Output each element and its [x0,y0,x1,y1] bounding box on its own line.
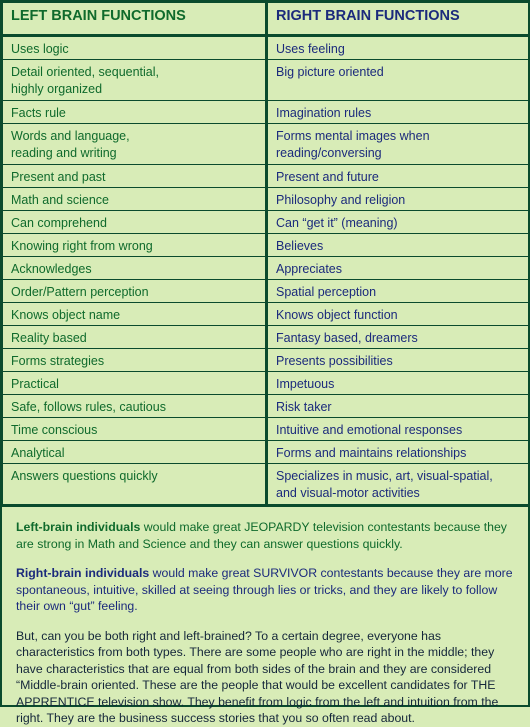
right-brain-function: Appreciates [267,257,529,280]
left-brain-function: Time conscious [3,418,267,441]
left-brain-function: Facts rule [3,101,267,124]
left-brain-lead: Left-brain individuals [16,520,141,534]
table-row [3,124,529,165]
left-brain-function: Uses logic [3,36,267,60]
right-brain-header: RIGHT BRAIN FUNCTIONS [267,3,529,36]
notes-section [2,507,528,727]
right-brain-function: Believes [267,234,529,257]
table-row [3,211,529,234]
left-brain-header: LEFT BRAIN FUNCTIONS [3,3,267,36]
table-row [3,280,529,303]
table-row [3,372,529,395]
left-brain-function: Words and language, reading and writing [3,124,267,165]
table-row [3,418,529,441]
right-brain-function: Fantasy based, dreamers [267,326,529,349]
left-brain-note [16,519,518,552]
right-brain-function: Forms mental images when reading/conversing [267,124,529,165]
right-brain-function: Present and future [267,165,529,188]
table-row [3,303,529,326]
right-brain-function: Philosophy and religion [267,188,529,211]
left-brain-function: Present and past [3,165,267,188]
table-row [3,326,529,349]
left-brain-note-text: would make great JEOPARDY television contestants because they are strong in Math and Science and they can answer questions quickly. [16,520,507,551]
table-body [3,36,529,506]
left-brain-function: Forms strategies [3,349,267,372]
right-brain-note [16,565,518,615]
both-brain-note: But, can you be both right and left-brained? To a certain degree, everyone has characteristics from both types. There are some people who are right in the middle; they have characteristics that are equal from both sides of the brain and they are considered “Middle-brain oriented. These are the people that would be excellent candidates for THE APPRENTICE television show. They benefit from logic from the left and intuition from the right. They are the business success stories that you so often read about. [16,628,499,725]
table-row [3,257,529,280]
left-brain-function: Practical [3,372,267,395]
right-brain-function: Can “get it” (meaning) [267,211,529,234]
right-brain-function: Intuitive and emotional responses [267,418,529,441]
table-row [3,395,529,418]
right-brain-function: Impetuous [267,372,529,395]
table-header-row [3,3,529,36]
left-brain-function: Knows object name [3,303,267,326]
right-brain-function: Presents possibilities [267,349,529,372]
table-row [3,165,529,188]
right-brain-function: Imagination rules [267,101,529,124]
right-brain-function: Specializes in music, art, visual-spatial, and visual-motor activities [267,464,529,506]
table-row [3,441,529,464]
left-brain-function: Detail oriented, sequential, highly organized [3,60,267,101]
left-brain-function: Answers questions quickly [3,464,267,506]
right-brain-function: Big picture oriented [267,60,529,101]
table-row [3,464,529,506]
left-brain-function: Reality based [3,326,267,349]
right-brain-function: Knows object function [267,303,529,326]
left-brain-function: Safe, follows rules, cautious [3,395,267,418]
left-brain-function: Math and science [3,188,267,211]
table-row [3,101,529,124]
table-row [3,349,529,372]
right-brain-lead: Right-brain individuals [16,566,150,580]
table-row [3,234,529,257]
right-brain-note-text: would make great SURVIVOR contestants because they are more spontaneous, intuitive, skilled at seeing through lies or tricks, and they are likely to follow their own “gut” feeling. [16,566,513,613]
right-brain-function: Spatial perception [267,280,529,303]
brain-functions-table [2,2,529,507]
left-brain-function: Knowing right from wrong [3,234,267,257]
table-row [3,60,529,101]
left-brain-function: Analytical [3,441,267,464]
right-brain-function: Forms and maintains relationships [267,441,529,464]
left-brain-function: Acknowledges [3,257,267,280]
left-brain-function: Order/Pattern perception [3,280,267,303]
left-brain-function: Can comprehend [3,211,267,234]
right-brain-function: Uses feeling [267,36,529,60]
table-row [3,36,529,60]
right-brain-function: Risk taker [267,395,529,418]
table-row [3,188,529,211]
